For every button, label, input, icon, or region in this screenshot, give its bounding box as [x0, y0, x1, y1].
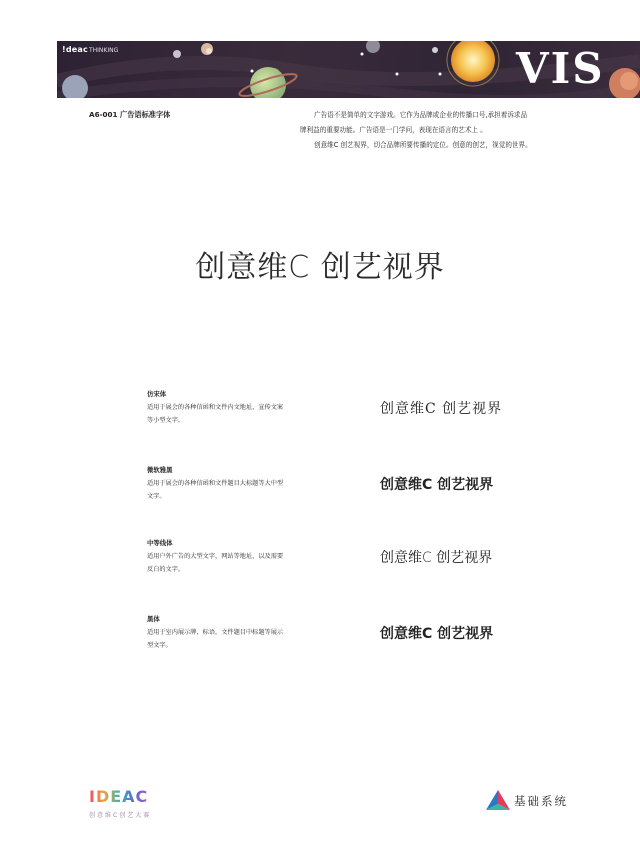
- font-sample: 创意维C 创艺视界: [380, 550, 493, 566]
- slogan-hero: 创意维C 创艺视界: [195, 250, 445, 285]
- header-banner: [57, 41, 640, 98]
- font-spec-heiti: [147, 614, 607, 666]
- logo-subtitle: 创意维C创艺大赛: [89, 812, 152, 819]
- intro-paragraph: [296, 108, 586, 153]
- font-name: 黑体: [147, 615, 160, 623]
- intro-line: 创意维C 创艺视界，切合品牌所要传播的定位。创意的创艺，视觉的世界。: [314, 141, 532, 149]
- logo-text: IDEAC: [89, 788, 149, 804]
- ideac-wordmark: [89, 788, 157, 804]
- font-name: 仿宋体: [147, 390, 167, 398]
- font-name: 中等线体: [147, 539, 173, 547]
- font-spec-yahei: [147, 465, 607, 517]
- sun-icon: [447, 41, 499, 86]
- font-spec-fangsong: [147, 389, 607, 441]
- font-desc: 适用于室内展示牌，标语，文件题目中标题等展示型文字。: [147, 629, 284, 649]
- font-desc: 适用于展会的各种信函和文件内文地址，宣传文案等小型文字。: [147, 404, 284, 424]
- font-desc: 适用于展会的各种信函和文件题目大标题等大中型文字。: [147, 480, 284, 500]
- footer-section-label: [486, 790, 568, 814]
- section-label: 基础系统: [514, 794, 568, 808]
- font-sample: 创意维C 创艺视界: [380, 626, 494, 642]
- triangle-mark-icon: [486, 790, 510, 810]
- intro-line: 牌利益的重要功能。广告语是一门学问，表现在语言的艺术上 。: [300, 126, 487, 134]
- brand-name: !deac: [62, 45, 88, 54]
- font-desc: 适用户外广告的大型文字，网站等地址，以及需要反白的文字。: [147, 553, 284, 573]
- vis-title: VIS: [516, 44, 605, 93]
- brand-suffix: THINKING: [88, 47, 119, 54]
- font-sample: 创意维C 创艺视界: [380, 477, 494, 493]
- intro-line: 广告语不是简单的文字游戏。它作为品牌或企业的传播口号,承担着诉求品: [314, 111, 528, 119]
- brand-logo: [62, 45, 118, 54]
- font-sample: 创意维C 创艺视界: [380, 401, 503, 417]
- font-name: 微软雅黑: [147, 466, 173, 474]
- section-code: A6-001 广告语标准字体: [89, 110, 171, 119]
- ideac-logo: [89, 788, 157, 819]
- font-spec-dengxian: [147, 538, 607, 590]
